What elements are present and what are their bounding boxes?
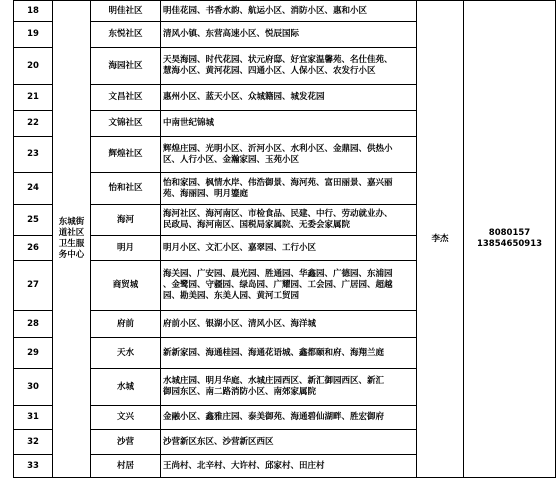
row-number: 25	[14, 205, 53, 236]
community-name: 文昌社区	[91, 85, 161, 111]
coverage-line: 清风小镇、东营高速小区、悦辰国际	[163, 29, 300, 39]
coverage-area	[161, 22, 417, 48]
community-name: 水城	[91, 369, 161, 406]
coverage-line: 海关园、广安园、晨光园、胜通园、华鑫园、广德园、东浦园	[163, 269, 393, 279]
row-number: 27	[14, 261, 53, 311]
community-name: 明月	[91, 236, 161, 261]
row-number: 19	[14, 22, 53, 48]
coverage-area	[161, 173, 417, 205]
coverage-line: 府前小区、银湖小区、清风小区、海洋城	[163, 318, 317, 329]
row-number: 28	[14, 311, 53, 338]
coverage-area	[161, 338, 417, 369]
contact-phone-cell	[464, 1, 556, 478]
row-number: 29	[14, 338, 53, 369]
row-number: 30	[14, 369, 53, 406]
community-name: 村居	[91, 455, 161, 478]
community-name: 东悦社区	[91, 22, 161, 48]
coverage-line: 怡和家园、枫情水岸、伟浩御景、海河苑、富田丽景、嘉兴丽	[163, 177, 393, 188]
row-number: 24	[14, 173, 53, 205]
health-center-name-line: 务中心	[58, 250, 85, 260]
coverage-line: 金融小区、鑫雅庄园、泰美御苑、海通碧仙湖畔、胜宏御府	[163, 412, 385, 422]
row-number: 21	[14, 85, 53, 111]
office-phone: 8080157	[488, 228, 531, 238]
coverage-area	[161, 48, 417, 85]
community-name: 文兴	[91, 406, 161, 430]
coverage-line: 苑、海丽园、明月鎏庭	[163, 188, 249, 199]
health-center-name-line: 道社区	[58, 228, 85, 238]
contact-person: 李杰	[417, 1, 464, 478]
coverage-line: 明月小区、文汇小区、嘉翠园、工行小区	[163, 242, 317, 253]
coverage-line: 区、人行小区、金瀚家园、玉苑小区	[163, 154, 300, 165]
community-name: 文锦社区	[91, 111, 161, 137]
coverage-line: 御园东区、南二路消防小区、南郊家属院	[163, 387, 317, 397]
coverage-line: 海河社区、海河南区、市检食品、民建、中行、劳动就业办、	[163, 209, 393, 219]
coverage-line: 民政局、海河南区、国税局家属院、无委会家属院	[163, 220, 351, 230]
row-number: 22	[14, 111, 53, 137]
coverage-area	[161, 311, 417, 338]
row-number: 18	[14, 1, 53, 22]
coverage-line: 中南世纪锦城	[163, 118, 215, 128]
community-name: 明佳社区	[91, 1, 161, 22]
community-name: 沙营	[91, 430, 161, 455]
table-row	[14, 1, 556, 22]
coverage-line: 、金鹭园、守疆园、绿岛园、广耀园、工会园、广居园、超越	[163, 280, 393, 290]
coverage-line: 沙营新区东区、沙营新区西区	[163, 436, 274, 447]
row-number: 32	[14, 430, 53, 455]
row-number: 20	[14, 48, 53, 85]
coverage-line: 水城庄园、明月华庭、水城庄园西区、新汇御园西区、新汇	[163, 376, 385, 386]
coverage-line: 慧海小区、黄河花园、四通小区、人保小区、农发行小区	[163, 66, 376, 76]
health-center-name-line: 东城街	[58, 217, 85, 227]
coverage-table	[13, 0, 556, 478]
coverage-line: 惠州小区、蓝天小区、众城籍园、城发花园	[163, 92, 325, 102]
coverage-line: 天昊海园、时代花园、状元府邸、好宜家温馨苑、名仕佳苑、	[163, 55, 393, 65]
row-number: 23	[14, 137, 53, 173]
coverage-area	[161, 455, 417, 478]
community-name: 天水	[91, 338, 161, 369]
coverage-area	[161, 236, 417, 261]
coverage-line: 明佳花园、书香水韵、航运小区、消防小区、惠和小区	[163, 5, 368, 16]
community-name: 府前	[91, 311, 161, 338]
community-name: 怡和社区	[91, 173, 161, 205]
community-name: 海河	[91, 205, 161, 236]
coverage-area	[161, 406, 417, 430]
coverage-area	[161, 369, 417, 406]
coverage-area	[161, 85, 417, 111]
row-number: 31	[14, 406, 53, 430]
coverage-line: 新新家园、海通桂园、海通花语城、鑫都颐和府、海翔兰庭	[163, 347, 385, 358]
coverage-area	[161, 137, 417, 173]
health-center-name-line: 卫生服	[58, 239, 85, 249]
coverage-line: 辉煌庄园、光明小区、沂河小区、水利小区、金鼎园、供热小	[163, 143, 393, 154]
coverage-area	[161, 111, 417, 137]
coverage-line: 园、勘美园、东美人园、黄河工贸园	[163, 291, 300, 301]
coverage-area	[161, 1, 417, 22]
mobile-phone: 13854650913	[476, 239, 543, 249]
community-name: 海园社区	[91, 48, 161, 85]
coverage-area	[161, 205, 417, 236]
coverage-area	[161, 261, 417, 311]
coverage-area	[161, 430, 417, 455]
row-number: 26	[14, 236, 53, 261]
health-center-cell	[53, 1, 91, 478]
community-name: 商贸城	[91, 261, 161, 311]
row-number: 33	[14, 455, 53, 478]
community-name: 辉煌社区	[91, 137, 161, 173]
coverage-line: 王尚村、北辛村、大许村、邱家村、田庄村	[163, 460, 325, 471]
